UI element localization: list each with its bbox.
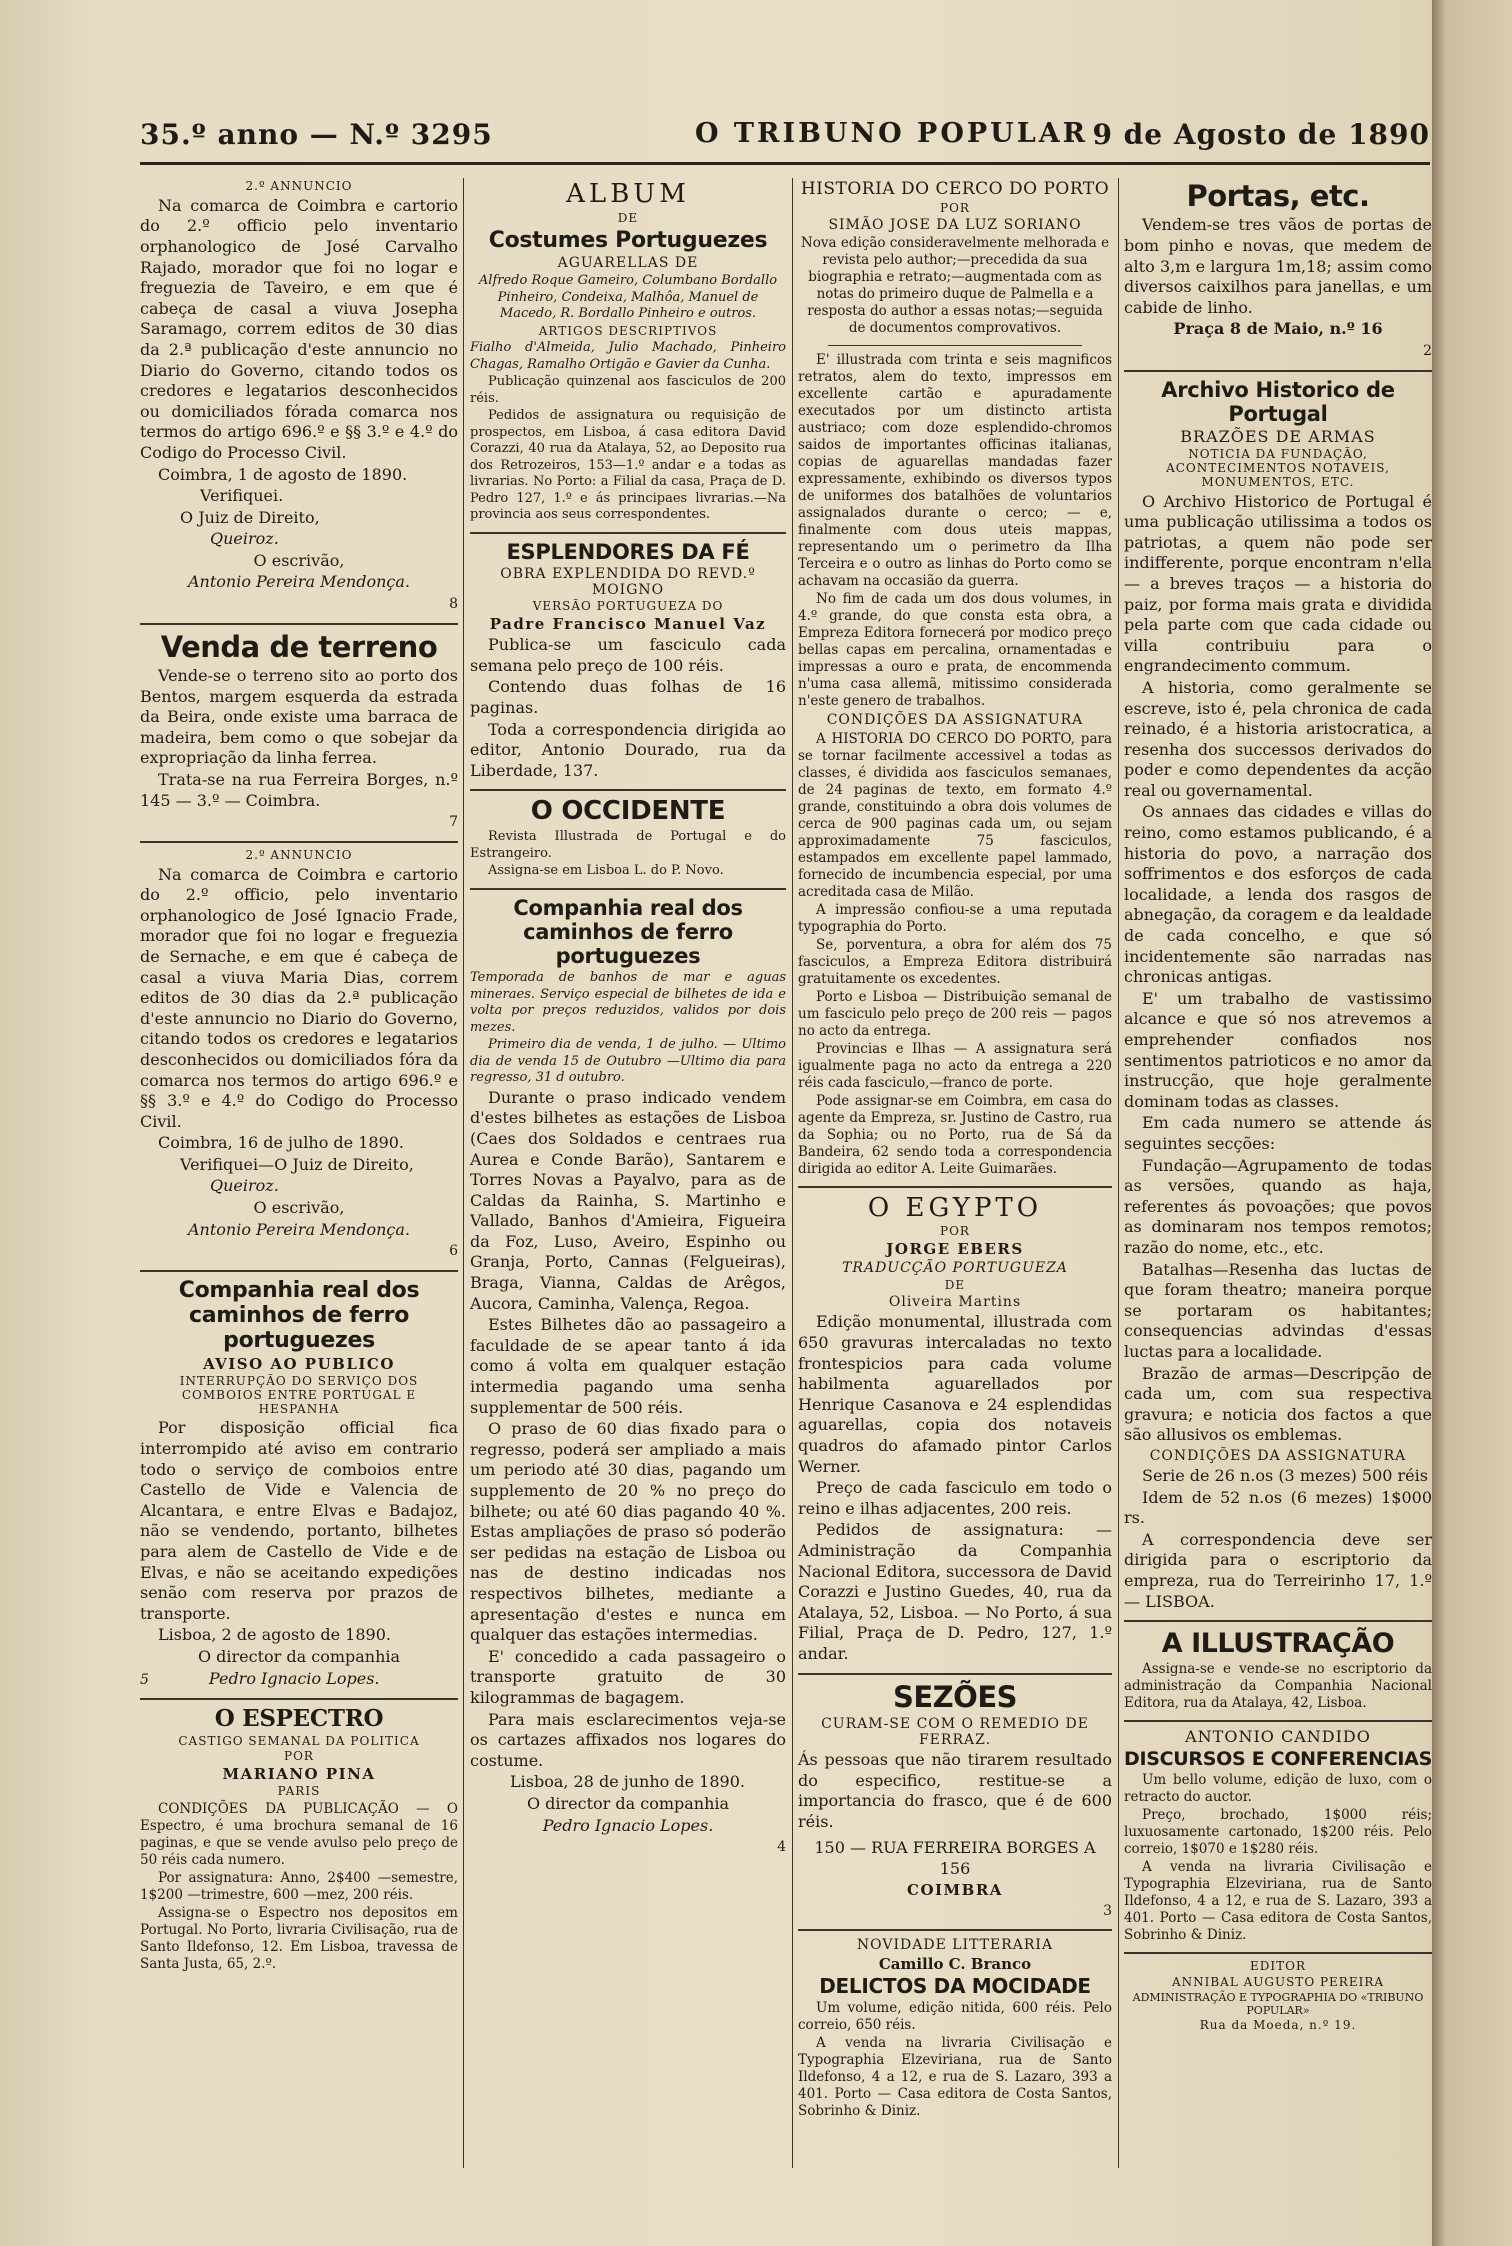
- ad-dateline: Lisboa, 28 de junho de 1890.: [510, 1772, 745, 1792]
- ad-discursos-conferencias: [1124, 1728, 1432, 1944]
- ad-condition: Porto e Lisboa — Distribuição semanal de um fasciculo pelo preço de 200 reis — pagos no acto da entrega.: [798, 988, 1112, 1039]
- ad-signature-line: [140, 1669, 458, 1691]
- newspaper-title: O TRIBUNO POPULAR: [695, 118, 1089, 149]
- masthead-rule: [140, 162, 1430, 165]
- separator: [1124, 1720, 1432, 1722]
- ad-body: Publicação quinzenal aos fasciculos de 200 réis.: [470, 374, 786, 406]
- ad-de: DE: [617, 210, 639, 225]
- ad-conditions-title: CONDIÇÕES DA ASSIGNATURA: [826, 712, 1084, 729]
- column-rule: [463, 178, 464, 2168]
- ad-venda-terreno: [140, 631, 458, 833]
- ad-portas: [1124, 180, 1432, 362]
- ad-de: DE: [944, 1277, 966, 1292]
- ad-signature: O director da companhia: [197, 1646, 401, 1666]
- separator: [140, 623, 458, 625]
- separator: [1124, 370, 1432, 372]
- ad-dateline: Coimbra, 1 de agosto de 1890.: [158, 464, 408, 484]
- ad-body: Primeiro dia de venda, 1 de julho. — Ultimo dia de venda 15 de Outubro —Ultimo dia para regresso, 31 d outubro.: [470, 1037, 786, 1086]
- ad-dateline: Coimbra, 16 de julho de 1890.: [158, 1133, 405, 1153]
- ad-subtitle: NOTICIA DA FUNDAÇÃO, ACONTECIMENTOS NOTAVEIS, MONUMENTOS, ETC.: [1166, 447, 1390, 489]
- ad-address: 150 — RUA FERREIRA BORGES A 156: [814, 1838, 1096, 1879]
- ad-body: No fim de cada um dos dous volumes, in 4.º grande, do que consta esta obra, a Empreza Editora fornecerá por modico preço bellas capas em percalina, ornamentadas e impressas a ouro e prata, de encommenda n'uma casa allemã, mitissimo considerada n'este genero de trabalhos.: [798, 591, 1112, 710]
- ad-title: DISCURSOS E CONFERENCIAS: [1124, 1747, 1432, 1770]
- ad-number: 3: [1103, 1902, 1112, 1919]
- ad-body: Preço de cada fasciculo em todo o reino e ilhas adjacentes, 200 reis.: [798, 1478, 1112, 1518]
- column-rule: [792, 178, 793, 2168]
- ad-body: Um volume, edição nitida, 600 réis. Pelo correio, 650 réis.: [798, 1999, 1112, 2033]
- column-rule: [1118, 178, 1119, 2168]
- ad-subtitle: AGUARELLAS DE: [557, 254, 699, 271]
- separator: [140, 841, 458, 843]
- separator: [798, 1929, 1112, 1931]
- ad-title: ALBUM: [566, 179, 690, 209]
- issue-number: 35.º anno — N.º 3295: [140, 118, 493, 151]
- ad-body: Publica-se um fasciculo cada semana pelo preço de 100 réis.: [470, 635, 786, 675]
- masthead: [140, 118, 1430, 168]
- ad-body: Edição monumental, illustrada com 650 gravuras intercaladas no texto frontespicios para cada volume habilmenta aguarellados por Henrique Casanova e 24 esplendidas aguarellas, copia dos notaveis quadros do afamado pintor Carlos Werner.: [798, 1312, 1112, 1476]
- ad-sezoes: [798, 1681, 1112, 1922]
- column-4: [1124, 178, 1432, 2168]
- ad-verification: Verifiquei.: [200, 486, 284, 506]
- imprint-address: Rua da Moeda, n.º 19.: [1199, 2018, 1357, 2033]
- ad-address: Praça 8 de Maio, n.º 16: [1173, 319, 1383, 339]
- ad-body: Pedidos de assignatura: — Administração da Companhia Nacional Editora, successora de David Corazzi e Justino Guedes, 40, rua da Atalaya, 52, Lisboa. — No Porto, á sua Filial, Praça de D. Pedro, 127, 1.º andar.: [798, 1520, 1112, 1663]
- separator: [1124, 1952, 1432, 1954]
- ad-judge-name: Queiroz.: [210, 1176, 279, 1196]
- ad-inventario-rajado: [140, 180, 458, 615]
- ad-subtitle: CASTIGO SEMANAL DA POLITICA: [178, 1733, 420, 1748]
- ad-subtitle: AVISO AO PUBLICO: [203, 1354, 395, 1373]
- ad-number: 2: [1423, 342, 1432, 359]
- ad-body: Na comarca de Coimbra e cartorio do 2.º officio pelo inventario orphanologico de José Carvalho Rajado, morador que foi no logar e freguezia de Taveiro, e em que é cabeça de casal a viuva Josepha Saramago, correm editos de 30 dias da 2.ª publicação d'este annuncio no Diario do Governo, citando todos os credores e legatarios desconhecidos ou domiciliados fórada comarca nos termos do artigo 696.º e §§ 3.º e 4.º do Codigo do Processo Civil.: [140, 195, 458, 462]
- imprint: [1124, 1960, 1432, 2033]
- ad-por: POR: [284, 1749, 314, 1764]
- ad-subtitle: VERSÃO PORTUGUEZA DO: [532, 599, 724, 614]
- ad-number: 5: [140, 1671, 149, 1688]
- ad-body: Temporada de banhos de mar e aguas mineraes. Serviço especial de bilhetes de ida e volta por preços reduzidos, validos por dois mezes.: [470, 970, 786, 1035]
- ad-subtitle: Nova edição consideravelmente melhorada e revista pelo author;—precedida da sua biographia e retrato;—augmentada com as notas do primeiro duque de Palmella e a resposta do author a essas notas;—seguida de documentos comprovativos.: [800, 235, 1110, 337]
- ad-author: ANTONIO CANDIDO: [1185, 1727, 1371, 1747]
- ad-kicker: NOVIDADE LITTERARIA: [856, 1937, 1054, 1954]
- ad-judge: O Juiz de Direito,: [180, 507, 320, 527]
- ad-condition: A HISTORIA DO CERCO DO PORTO, para se tornar facilmente accessivel a todas as classes, é dividida aos fasciculos semanaes, de 24 paginas de texto, em formato 4.º grande, constituindo a obra dois volumes de cerca de 900 paginas cada um, ou sejam approximadamente 75 fasciculos, estampados em excellente papel lammado, fornecido de incumbencia especial, por uma acreditada casa de Milão.: [798, 730, 1112, 900]
- page-fold-edge: [1432, 0, 1512, 2246]
- ad-artists: Alfredo Roque Gameiro, Columbano Bordallo Pinheiro, Condeixa, Malhôa, Manuel de Macedo, R. Bordallo Pinheiro e outros.: [478, 273, 778, 322]
- ad-subtitle: OBRA EXPLENDIDA DO REVD.º MOIGNO: [500, 566, 756, 599]
- separator: [798, 1673, 1112, 1675]
- separator: [828, 345, 1082, 346]
- ad-body: Brazão de armas—Descripção de cada um, com sua respectiva gravura; e noticia dos factos a que são allusivos os emblemas.: [1124, 1363, 1432, 1445]
- ad-body: Contendo duas folhas de 16 paginas.: [470, 677, 786, 718]
- ad-body: Para mais esclarecimentos veja-se os cartazes affixados nos logares do costume.: [470, 1709, 786, 1770]
- ad-body: Os annaes das cidades e villas do reino, como estamos publicando, é a historia do povo, a narração dos soffrimentos e dos esforços de cada localidade, a lenda dos rasgos de abnegação, da coragem e da lealdade de cada concelho, e que só incidentemente são narradas nas chronicas antigas.: [1124, 802, 1432, 987]
- ad-author: SIMÃO JOSE DA LUZ SORIANO: [828, 217, 1082, 234]
- ad-dateline: Lisboa, 2 de agosto de 1890.: [158, 1625, 391, 1645]
- ad-inventario-frade: [140, 849, 458, 1262]
- ad-author: JORGE EBERS: [886, 1240, 1024, 1259]
- ad-title: Portas, etc.: [1186, 179, 1370, 213]
- imprint-administration: ADMINISTRAÇÃO E TYPOGRAPHIA DO «TRIBUNO POPULAR»: [1132, 1991, 1424, 2017]
- ad-body: A venda na livraria Civilisação e Typographia Elzeviriana, rua de Santo Ildefonso, 4 a 12, e rua de S. Lazaro, 393 a 401. Porto — Casa editora de Costa Santos, Sobrinho & Diniz.: [1124, 1859, 1432, 1944]
- column-2: [470, 178, 786, 2168]
- ad-judge-name: Queiroz.: [210, 529, 279, 549]
- ad-por: POR: [940, 1224, 970, 1239]
- ad-archivo-historico: [1124, 378, 1432, 1613]
- ad-historia-cerco: [798, 180, 1112, 1178]
- ad-clerk: O escrivão,: [253, 550, 345, 570]
- ad-subtitle: BRAZÕES DE ARMAS: [1180, 426, 1376, 446]
- ad-place: PARIS: [277, 1784, 321, 1799]
- ad-number: 8: [449, 596, 458, 613]
- ad-body: Revista Illustrada de Portugal e do Estrangeiro.: [470, 829, 786, 861]
- ad-title: A ILLUSTRAÇÃO: [1161, 1628, 1395, 1660]
- ad-clerk-name: Antonio Pereira Mendonça.: [187, 1219, 410, 1239]
- ad-esplendores-fe: [470, 540, 786, 782]
- ad-body: Assigna-se em Lisboa L. do P. Novo.: [488, 863, 724, 879]
- ad-condition: Se, porventura, a obra for além dos 75 fasciculos, a Empreza Editora distribuirá gratuitamente os excedentes.: [798, 936, 1112, 987]
- ad-signature-name: Pedro Ignacio Lopes.: [208, 1668, 380, 1688]
- ad-body: A historia, como geralmente se escreve, isto é, pela chronica de cada reinado, é a historia aristocratica, a resenha dos successos derivados do poder e como dependentes da acção real ou governamental.: [1124, 677, 1432, 800]
- ad-author: MARIANO PINA: [222, 1765, 376, 1784]
- ad-body: Vende-se o terreno sito ao porto dos Bentos, margem esquerda da estrada da Beira, onde existe uma barraca de madeira, bem como o que sobejar da expropriação da linha ferrea.: [140, 666, 458, 768]
- ad-title: HISTORIA DO CERCO DO PORTO: [800, 179, 1110, 199]
- ad-o-espectro: [140, 1706, 458, 1973]
- ad-subtitle: INTERRUPÇÃO DO SERVIÇO DOS COMBOIOS ENTRE PORTUGAL E HESPANHA: [179, 1373, 419, 1416]
- ad-number: 6: [449, 1243, 458, 1260]
- ad-subtitle: CURAM-SE COM O REMEDIO DE FERRAZ.: [821, 1715, 1089, 1748]
- ad-subtitle: TRADUCÇÃO PORTUGUEZA: [842, 1260, 1068, 1277]
- ad-body: Um bello volume, edição de luxo, com o retracto do auctor.: [1124, 1772, 1432, 1806]
- issue-date: 9 de Agosto de 1890: [1092, 118, 1430, 151]
- separator: [798, 1186, 1112, 1188]
- ad-body: Estes Bilhetes dão ao passageiro a faculdade de se apear tanto á ida como á volta em qualquer estação intermedia pagando uma senha supplementar de 500 réis.: [470, 1315, 786, 1417]
- ad-conditions-title: CONDIÇÕES DA ASSIGNATURA: [1149, 1447, 1407, 1464]
- ad-title: O ESPECTRO: [214, 1705, 384, 1733]
- ad-body: CONDIÇÕES DA PUBLICAÇÃO — O Espectro, é uma brochura semanal de 16 paginas, e que se vende avulso pelo preço de 50 réis cada numero.: [140, 1801, 458, 1869]
- ad-condition: Idem de 52 n.os (6 mezes) 1$000 rs.: [1124, 1487, 1432, 1528]
- ad-body: A venda na livraria Civilisação e Typographia Elzeviriana, rua de Santo Ildefonso, 4 a 12, e rua de S. Lazaro, 393 a 401. Porto — Casa editora de Costa Santos, Sobrinho & Diniz.: [798, 2034, 1112, 2119]
- imprint-editor-name: ANNIBAL AUGUSTO PEREIRA: [1171, 1975, 1385, 1990]
- imprint-editor-label: EDITOR: [1250, 1959, 1306, 1974]
- column-3: [798, 178, 1112, 2168]
- ad-condition: Pode assignar-se em Coimbra, em casa do agente da Empreza, sr. Justino de Castro, rua da Sophia; ou no Porto, rua de Sá da Bandeira, 62 sendo toda a correspondencia dirigida ao editor A. Leite Guimarães.: [798, 1092, 1112, 1177]
- ad-body: Pedidos de assignatura ou requisição de prospectos, em Lisboa, á casa editora David Corazzi, 40 rua da Atalaya, 52, ao Deposito rua dos Retrozeiros, 153—1.º andar e a todas as livrarias. No Porto: a Filial da casa, Praça de D. Pedro 127, 1.º e ás principaes livrarias.—Na provincia aos seus correspondentes.: [470, 408, 786, 523]
- ad-body: Toda a correspondencia dirigida ao editor, Antonio Dourado, rua da Liberdade, 137.: [470, 719, 786, 780]
- ad-title: SEZÕES: [892, 1679, 1018, 1714]
- ad-kicker: 2.º ANNUNCIO: [245, 847, 353, 862]
- ad-kicker: 2.º ANNUNCIO: [245, 179, 353, 193]
- ad-writers: Fialho d'Almeida, Julio Machado, Pinheiro Chagas, Ramalho Ortigão e Gavier da Cunha.: [470, 340, 786, 372]
- ad-number: 7: [449, 814, 458, 831]
- ad-city: COIMBRA: [907, 1880, 1003, 1899]
- ad-translator: Oliveira Martins: [888, 1294, 1022, 1311]
- ad-title: Companhia real dos caminhos de ferro portuguezes: [513, 895, 743, 969]
- column-1: [140, 178, 458, 2168]
- ad-a-illustracao: [1124, 1628, 1432, 1712]
- ad-title: ESPLENDORES DA FÉ: [506, 539, 750, 564]
- ad-body: Trata-se na rua Ferreira Borges, n.º 145 — 3.º — Coimbra.: [140, 769, 458, 810]
- ad-condition: A correspondencia deve ser dirigida para o escriptorio da empreza, rua do Terreirinho 17, 1.º — LISBOA.: [1124, 1529, 1432, 1611]
- separator: [470, 789, 786, 791]
- ad-clerk: O escrivão,: [253, 1198, 345, 1218]
- ad-body: Vendem-se tres vãos de portas de bom pinho e novas, que medem de alto 3,m e largura 1m,18; assim como diversos caixilhos para janellas, e um cabide de linho.: [1124, 215, 1432, 317]
- ad-album-costumes: [470, 180, 786, 524]
- ad-signature-name: Pedro Ignacio Lopes.: [542, 1815, 714, 1835]
- ad-signature: O director da companhia: [526, 1793, 730, 1813]
- ad-body: E' illustrada com trinta e seis magnificos retratos, alem do texto, impressos em excellente cartão e apuradamente executados por um distincto artista austriaco; com doze esplendido-chromos saidos de importantes officinas italianas, copias de aguarellas mandadas fazer expressamente, exhibindo os diversos typos de uniformes dos batalhões de voluntarios assignalados durante o cerco; — e, finalmente com dous uteis mappas, representando um o perimetro da Ilha Terceira e o outro as linhas do Porto como se achavam na occasião da guerra.: [798, 352, 1112, 590]
- ad-body: E' concedido a cada passageiro o transporte gratuito de 30 kilogrammas de bagagem.: [470, 1646, 786, 1707]
- ad-author: Camillo C. Branco: [878, 1954, 1032, 1973]
- ad-body: Por disposição official fica interrompido até aviso em contrario todo o serviço de comboios entre Castello de Vide e Valencia de Alcantara, e entre Elvas e Badajoz, não se vendendo, portanto, bilhetes para alem de Castello de Vide e de Elvas, e não se aceitando expedições senão com reserva por prazos de transporte.: [140, 1418, 458, 1623]
- ad-o-occidente: [470, 797, 786, 879]
- ad-body: Preço, brochado, 1$000 réis; luxuosamente cartonado, 1$200 réis. Pelo correio, 1$070 e 1$280 réis.: [1124, 1807, 1432, 1858]
- separator: [140, 1270, 458, 1272]
- ad-body: Assigna-se o Espectro nos depositos em Portugal. No Porto, livraria Civilisação, rua de Santo Ildefonso, 12. Em Lisboa, travessa de Santa Justa, 65, 2.º.: [140, 1905, 458, 1973]
- ad-o-egypto: [798, 1194, 1112, 1665]
- ad-title: O OCCIDENTE: [530, 796, 726, 827]
- ad-title: Companhia real dos caminhos de ferro portuguezes: [178, 1277, 420, 1354]
- ad-title: DELICTOS DA MOCIDADE: [819, 1973, 1091, 1998]
- ad-condition: A impressão confiou-se a uma reputada typographia do Porto.: [798, 901, 1112, 935]
- ad-body: E' um trabalho de vastissimo alcance e que só nos atrevemos a emprehender confiados nos sentimentos patrioticos e no amor da instrucção, que hoje geralmente dominam todas as classes.: [1124, 988, 1432, 1111]
- ad-verification: Verifiquei—O Juiz de Direito,: [180, 1154, 414, 1174]
- ad-number: 4: [777, 1839, 786, 1856]
- ad-companhia-aviso: [140, 1278, 458, 1690]
- ad-title: Costumes Portuguezes: [488, 227, 768, 253]
- ad-clerk-name: Antonio Pereira Mendonça.: [187, 572, 410, 592]
- separator: [470, 888, 786, 890]
- ad-body: Ás pessoas que não tirarem resultado do especifico, restitue-se a importancia do frasco, que é de 600 réis.: [798, 1750, 1112, 1831]
- ad-title: O EGYPTO: [867, 1192, 1043, 1223]
- ad-body: Na comarca de Coimbra e cartorio do 2.º officio, pelo inventario orphanologico de José Ignacio Frade, morador que foi no logar e freguezia de Sernache, e em que é cabeça de casal a viuva Maria Dias, correm editos de 30 dias da 2.ª publicação d'este annuncio no Diario do Governo, citando todos os credores e legatarios desconhecidos ou domiciliados fóra da comarca nos termos do artigo 696.º e §§ 3.º e 4.º do Codigo do Processo Civil.: [140, 864, 458, 1131]
- ad-body: Batalhas—Resenha das luctas de que foram theatro; maneira porque se portaram os habitantes; consequencias advindas d'essas luctas para a localidade.: [1124, 1259, 1432, 1361]
- ad-delictos-mocidade: [798, 1937, 1112, 2119]
- ad-body: Durante o praso indicado vendem d'estes bilhetes as estações de Lisboa (Caes dos Soldados e centraes rua Aurea e Conde Barão), Santarem e Torres Novas a Payalvo, para as de Caldas da Rainha, S. Martinho e Vallado, Banhos d'Amieira, Figueira da Foz, Luso, Aveiro, Espinho ou Granja, Porto, Cannas (Felgueiras), Braga, Vianna, Caldas de Arêgos, Aucora, Caminha, Valença, Regoa.: [470, 1087, 786, 1313]
- ad-body: Em cada numero se attende ás seguintes secções:: [1124, 1113, 1432, 1153]
- ad-por: POR: [940, 200, 970, 215]
- ad-author: Padre Francisco Manuel Vaz: [489, 615, 767, 633]
- ad-condition: Provincias e Ilhas — A assignatura será igualmente paga no acto da entrega a 220 réis cada fasciculo,—franco de porte.: [798, 1040, 1112, 1091]
- separator: [1124, 1620, 1432, 1622]
- ad-body: Por assignatura: Anno, 2$400 —semestre, 1$200 —trimestre, 600 —mez, 200 réis.: [140, 1870, 458, 1904]
- ad-condition: Serie de 26 n.os (3 mezes) 500 réis: [1142, 1465, 1428, 1485]
- ad-title: Archivo Historico de Portugal: [1161, 377, 1395, 426]
- ad-companhia-banhos: [470, 896, 786, 1858]
- ad-subtitle: ARTIGOS DESCRIPTIVOS: [538, 323, 718, 338]
- ad-body: Assigna-se e vende-se no escriptorio da administração da Companhia Nacional Editora, rua da Atalaya, 42, Lisboa.: [1124, 1661, 1432, 1712]
- ad-body: O Archivo Historico de Portugal é uma publicação utilissima a todos os patriotas, a quem não pode ser indifferente, porque encontram n'ella — a breves traços — a historia do paiz, por forma mais grata e dividida pela parte com que cada cidade ou villa contribuiu para o engrandecimento commum.: [1124, 491, 1432, 676]
- ad-title: Venda de terreno: [160, 629, 438, 664]
- ad-body: Fundação—Agrupamento de todas as versões, quando as haja, referentes ás povoações; que povos as dominaram nos tempos remotos; razão do nome, etc., etc.: [1124, 1155, 1432, 1257]
- separator: [140, 1698, 458, 1700]
- separator: [470, 532, 786, 534]
- ad-body: O praso de 60 dias fixado para o regresso, poderá ser ampliado a mais um periodo até 30 dias, pagando um supplemento de 20 % no preço do bilhete; ou até 60 dias pagando 40 %. Estas ampliações de praso só poderão ser pedidas na estação de Lisboa ou nas de destino indicadas nos respectivos bilhetes, mediante a apresentação d'estes e nunca em qualquer das estações intermedias.: [470, 1419, 786, 1645]
